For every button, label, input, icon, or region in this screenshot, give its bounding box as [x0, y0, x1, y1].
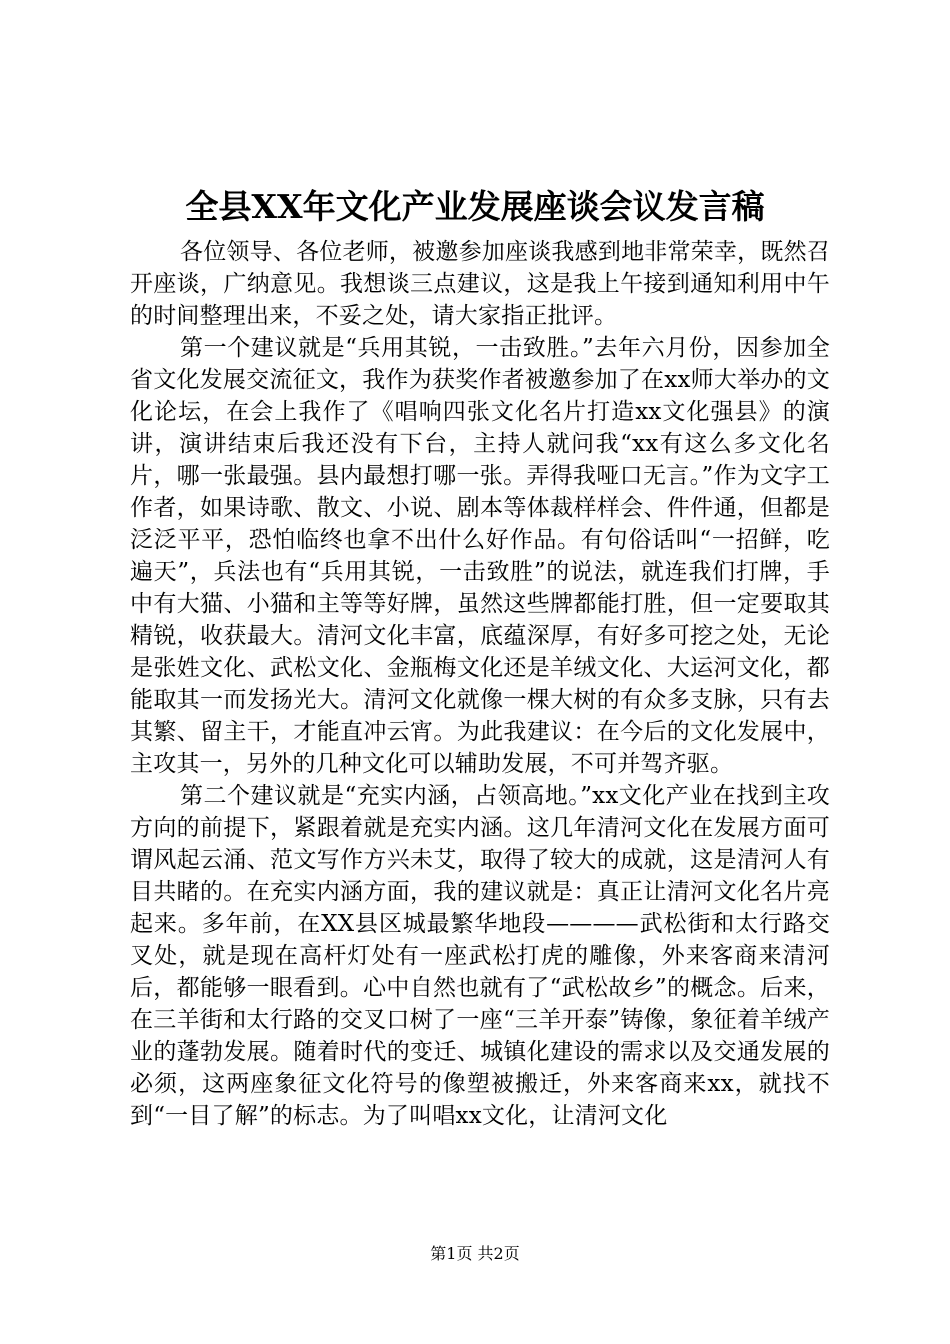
paragraph-greeting: 各位领导、各位老师，被邀参加座谈我感到地非常荣幸，既然召开座谈，广纳意见。我想谈三点建议，这是我上午接到通知利用中午的时间整理出来，不妥之处，请大家指正批评。	[130, 239, 830, 329]
document-body	[130, 236, 830, 1132]
page-number-footer: 第1页 共2页	[430, 1244, 520, 1263]
paragraph-second-suggestion: 第二个建议就是“充实内涵，占领高地。”xx文化产业在找到主攻方向的前提下，紧跟着就是充实内涵。这几年清河文化在发展方面可谓风起云涌、范文写作方兴未艾，取得了较大的成就，这是清河人有目共睹的。在充实内涵方面，我的建议就是：真正让清河文化名片亮起来。多年前，在XX县区城最繁华地段————武松街和太行路交叉处，就是现在高杆灯处有一座武松打虎的雕像，外来客商来清河后，都能够一眼看到。心中自然也就有了“武松故乡”的概念。后来，在三羊街和太行路的交叉口树了一座“三羊开泰”铸像，象征着羊绒产业的蓬勃发展。随着时代的变迁、城镇化建设的需求以及交通发展的必须，这两座象征文化符号的像塑被搬迁，外来客商来xx，就找不到“一目了解”的标志。为了叫唱xx文化，让清河文化	[130, 783, 830, 1129]
paragraph-first-suggestion: 第一个建议就是“兵用其锐，一击致胜。”去年六月份，因参加全省文化发展交流征文，我作为获奖作者被邀参加了在xx师大举办的文化论坛，在会上我作了《唱响四张文化名片打造xx文化强县》的演讲，演讲结束后我还没有下台，主持人就问我“xx有这么多文化名片，哪一张最强。县内最想打哪一张。弄得我哑口无言。”作为文字工作者，如果诗歌、散文、小说、剧本等体裁样样会、件件通，但都是泛泛平平，恐怕临终也拿不出什么好作品。有句俗话叫“一招鲜，吃遍天”，兵法也有“兵用其锐，一击致胜”的说法，就连我们打牌，手中有大猫、小猫和主等等好牌，虽然这些牌都能打胜，但一定要取其精锐，收获最大。清河文化丰富，底蕴深厚，有好多可挖之处，无论是张姓文化、武松文化、金瓶梅文化还是羊绒文化、大运河文化，都能取其一而发扬光大。清河文化就像一棵大树的有众多支脉，只有去其繁、留主干，才能直冲云宵。为此我建议：在今后的文化发展中，主攻其一，另外的几种文化可以辅助发展，不可并驾齐驱。	[130, 335, 830, 777]
page-title: 全县XX年文化产业发展座谈会议发言稿	[185, 187, 765, 226]
